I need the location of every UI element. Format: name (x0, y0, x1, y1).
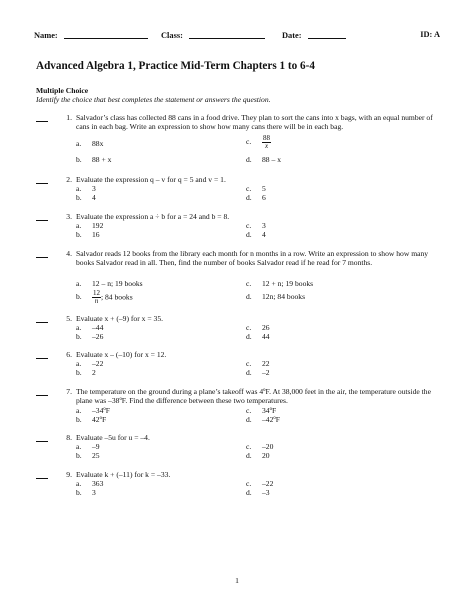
choice-d[interactable]: d. –2 (246, 368, 270, 377)
answer-blank[interactable] (36, 387, 48, 396)
choice-c[interactable]: c. 3 (246, 221, 266, 230)
question-number: 2. (66, 175, 72, 184)
header (34, 30, 440, 42)
choice-c[interactable]: c. –22 (246, 479, 274, 488)
choice-c[interactable]: c. 12 + n; 19 books (246, 279, 314, 288)
choice-d[interactable]: d. 4 (246, 230, 266, 239)
question-number: 1. (66, 113, 72, 122)
choice-a[interactable]: a. 3 (76, 184, 96, 193)
choice-b[interactable]: b. 25 (76, 451, 100, 460)
question-text: Salvador reads 12 books from the library each month for n months in a row. Write an expression to show how many books Salvador read in all. Then, find the number of books Salvador read if he read for 7 months. (76, 249, 429, 268)
choice-a[interactable]: a. –22 (76, 359, 104, 368)
choice-a[interactable]: a. –34ºF (76, 406, 110, 415)
section-instructions: Identify the choice that best completes the statement or answers the question. (36, 95, 271, 104)
question-number: 5. (66, 314, 72, 323)
choice-a[interactable]: a. 363 (76, 479, 104, 488)
fraction: $\frac{88}{x}$ (263, 134, 270, 150)
date-field (282, 30, 346, 41)
name-blank[interactable] (64, 30, 148, 39)
question-text: Evaluate –5u for u = –4. (76, 433, 150, 442)
choice-c[interactable]: c. 34ºF (246, 406, 277, 415)
choice-a[interactable]: a. –9 (76, 442, 100, 451)
choice-d[interactable]: d. 12n; 84 books (246, 292, 306, 301)
question-number: 4. (66, 249, 72, 258)
choice-b[interactable]: b. 16 (76, 230, 100, 239)
answer-blank[interactable] (36, 175, 48, 184)
name-field (34, 30, 148, 41)
question-text: Evaluate x – (–10) for x = 12. (76, 350, 167, 359)
question-text: Evaluate x + (–9) for x = 35. (76, 314, 164, 323)
question-text: Evaluate the expression a ÷ b for a = 24 and b = 8. (76, 212, 230, 221)
choice-a[interactable]: a. 192 (76, 221, 104, 230)
choice-b[interactable]: b. 2 (76, 368, 96, 377)
choice-c[interactable]: c. 26 (246, 323, 270, 332)
choice-b[interactable]: b. 42ºF (76, 415, 107, 424)
choice-b[interactable]: b. $\frac{12}{n}$ ; 84 books (76, 289, 133, 305)
choice-d[interactable]: d. 20 (246, 451, 270, 460)
choice-a[interactable]: a. 12 – n; 19 books (76, 279, 143, 288)
class-field (161, 30, 265, 41)
class-label: Class: (161, 31, 183, 40)
name-label: Name: (34, 31, 58, 40)
answer-blank[interactable] (36, 470, 48, 479)
answer-blank[interactable] (36, 113, 48, 122)
choice-d[interactable]: d. 6 (246, 193, 266, 202)
question-number: 9. (66, 470, 72, 479)
choice-b[interactable]: b. 88 + x (76, 155, 112, 164)
question-text: Evaluate k + (–11) for k = –33. (76, 470, 171, 479)
class-blank[interactable] (189, 30, 265, 39)
date-label: Date: (282, 31, 302, 40)
question-number: 6. (66, 350, 72, 359)
choice-b[interactable]: b. 3 (76, 488, 96, 497)
choice-b[interactable]: b. –26 (76, 332, 104, 341)
choice-c[interactable]: c. 22 (246, 359, 270, 368)
choice-c[interactable]: c. 5 (246, 184, 266, 193)
answer-blank[interactable] (36, 212, 48, 221)
choice-c[interactable]: c. $\frac{88}{x}$ (246, 134, 270, 150)
choice-c[interactable]: c. –20 (246, 442, 274, 451)
choice-d[interactable]: d. –42ºF (246, 415, 280, 424)
question-number: 7. (66, 387, 72, 396)
answer-blank[interactable] (36, 249, 48, 258)
question-number: 3. (66, 212, 72, 221)
choice-d[interactable]: d. 44 (246, 332, 270, 341)
answer-blank[interactable] (36, 350, 48, 359)
answer-blank[interactable] (36, 433, 48, 442)
choice-d[interactable]: d. –3 (246, 488, 270, 497)
page-number: 1 (235, 576, 239, 585)
question-text: Salvador’s class has collected 88 cans in a food drive. They plan to sort the cans into x bags, with an equal number of cans in each bag. Write an expression to show how many cans there will be in each bag. (76, 113, 433, 132)
choice-b[interactable]: b. 4 (76, 193, 96, 202)
question-text: The temperature on the ground during a plane’s takeoff was 4ºF. At 38,000 feet in the air, the temperature outside the plane was –38ºF. Find the difference between these two temperatures. (76, 387, 431, 406)
choice-a[interactable]: a. –44 (76, 323, 104, 332)
answer-blank[interactable] (36, 314, 48, 323)
date-blank[interactable] (308, 30, 346, 39)
choice-a[interactable]: a. 88x (76, 139, 104, 148)
id-label: ID: A (420, 30, 440, 39)
fraction: $\frac{12}{n}$ (93, 289, 100, 305)
question-text: Evaluate the expression q – v for q = 5 and v = 1. (76, 175, 226, 184)
page-title: Advanced Algebra 1, Practice Mid-Term Chapters 1 to 6-4 (36, 60, 315, 72)
question-number: 8. (66, 433, 72, 442)
section-title: Multiple Choice (36, 86, 89, 95)
choice-d[interactable]: d. 88 – x (246, 155, 281, 164)
